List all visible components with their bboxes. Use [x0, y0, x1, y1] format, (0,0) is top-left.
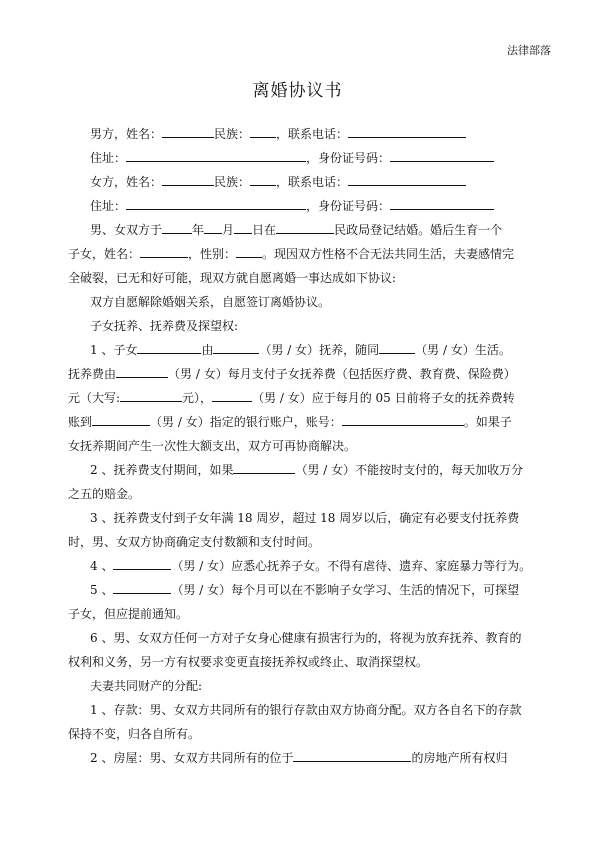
- clause-4-number: 4 、: [90, 559, 114, 573]
- header-source: 法律部落: [507, 44, 551, 57]
- clause-1-account-label: 账到: [68, 415, 93, 429]
- label-female-id: ，身份证号码：: [306, 199, 391, 213]
- male-address-field[interactable]: [126, 150, 306, 162]
- male-phone-field[interactable]: [348, 126, 466, 138]
- female-name-field[interactable]: [162, 174, 214, 186]
- recipient-field[interactable]: [92, 414, 150, 426]
- clause-1-custody: （男 / 女）抚养，随同: [259, 343, 380, 357]
- property-2-suffix: 的房地产所有权归: [411, 751, 508, 765]
- clause-3-line-2: 时，男、女双方协商确定支付数额和支付时间。: [68, 535, 321, 549]
- clause-6-line-2: 权利和义务，另一方有权要求变更直接抚养权或终止、取消探望权。: [68, 655, 429, 669]
- clause-1-account-text: （男 / 女）指定的银行账户，账号：: [150, 415, 342, 429]
- property-location-field[interactable]: [293, 750, 411, 762]
- visitor-field[interactable]: [113, 582, 171, 594]
- amount-words-field[interactable]: [120, 390, 182, 402]
- marriage-text: 男、女双方于: [90, 223, 163, 237]
- female-info-line: [90, 174, 528, 190]
- clause-1-line-1: [90, 342, 528, 358]
- label-female-phone: ，联系电话：: [276, 175, 349, 189]
- bureau-text: 民政局登记结婚。婚后生育一个: [334, 223, 503, 237]
- clause-1-live: （男 / 女）生活。: [415, 343, 511, 357]
- child-name-field[interactable]: [140, 246, 188, 258]
- clause-5-line-1: [90, 582, 528, 598]
- clause-1-line-3: [68, 390, 528, 406]
- page-title: 离婚协议书: [252, 81, 343, 101]
- marriage-line-2: [68, 246, 528, 262]
- clause-2-penalty: （男 / 女）不能按时支付的，每天加收万分: [295, 463, 524, 477]
- transfer-party-field[interactable]: [212, 390, 252, 402]
- marriage-reason: 。现因双方性格不合无法共同生活，夫妻感情完: [262, 247, 515, 261]
- clause-1-line-5: 女抚养期间产生一次性大额支出，双方可再协商解决。: [68, 439, 357, 453]
- clause-5-line-2: 子女，但应提前通知。: [68, 607, 189, 621]
- clause-4-text: （男 / 女）应悉心抚养子女。不得有虐待、遗弃、家庭暴力等行为。: [171, 559, 532, 573]
- day-label: 日在: [252, 223, 277, 237]
- clause-4-line-1: [90, 558, 532, 574]
- male-address-line: [90, 150, 528, 166]
- custodian-field[interactable]: [213, 342, 259, 354]
- female-phone-field[interactable]: [348, 174, 466, 186]
- clause-2-line-1: [90, 462, 528, 478]
- label-female-ethnicity: 民族：: [214, 175, 251, 189]
- section-child: 子女抚养、抚养费及探望权:: [90, 319, 239, 333]
- carer-field[interactable]: [113, 558, 171, 570]
- clause-1-amount-suffix: 元），: [182, 391, 213, 405]
- male-info-line: [90, 126, 528, 142]
- label-male-name: 男方，姓名：: [90, 127, 163, 141]
- clause-2-line-2: 之五的赔金。: [68, 487, 141, 501]
- clause-1-account-suffix: 。如果子: [463, 415, 512, 429]
- clause-2-text: 2 、抚养费支付期间，如果: [90, 463, 234, 477]
- clause-1-line-2: [68, 366, 528, 382]
- label-female-name: 女方，姓名：: [90, 175, 163, 189]
- clause-6-line-1: 6 、男、女双方任何一方对子女身心健康有损害行为的，将视为放弃抚养、教育的: [90, 631, 522, 645]
- marriage-line-3: 全破裂，已无和好可能，现双方就自愿离婚一事达成如下协议:: [68, 271, 397, 285]
- property-1-line-1: 1 、存款：男、女双方共同所有的银行存款由双方协商分配。双方各自名下的存款: [90, 703, 522, 717]
- label-address: 住址：: [90, 151, 127, 165]
- clause-1-payer-label: 抚养费由: [68, 367, 117, 381]
- clause-5-number: 5 、: [90, 583, 114, 597]
- year-field[interactable]: [162, 222, 192, 234]
- child-gender-field[interactable]: [236, 246, 262, 258]
- property-2-line-1: [90, 750, 528, 766]
- label-ethnicity: 民族：: [214, 127, 251, 141]
- female-ethnicity-field[interactable]: [250, 174, 276, 186]
- day-field[interactable]: [234, 222, 252, 234]
- agreement-text: 双方自愿解除婚姻关系，自愿签订离婚协议。: [90, 295, 331, 309]
- female-address-line: [90, 198, 528, 214]
- live-with-field[interactable]: [379, 342, 415, 354]
- clause-1-fee-text: （男 / 女）每月支付子女抚养费（包括医疗费、教育费、保险费）: [168, 367, 516, 381]
- child-name-label: 子女，姓名：: [68, 247, 141, 261]
- marriage-line-1: [90, 222, 528, 238]
- female-id-field[interactable]: [390, 198, 494, 210]
- section-property: 夫妻共同财产的分配:: [90, 679, 203, 693]
- gender-label: ，性别：: [188, 247, 237, 261]
- payer-field[interactable]: [116, 366, 168, 378]
- female-address-field[interactable]: [126, 198, 306, 210]
- property-1-line-2: 保持不变，归各自所有。: [68, 727, 201, 741]
- label-phone: ，联系电话：: [276, 127, 349, 141]
- late-payer-field[interactable]: [233, 462, 295, 474]
- year-label: 年: [192, 223, 205, 237]
- clause-1-line-4: [68, 414, 528, 430]
- clause-1-text: 1 、子女: [90, 343, 138, 357]
- child-field[interactable]: [137, 342, 201, 354]
- clause-5-text: （男 / 女）每个月可以在不影响子女学习、生活的情况下，可探望: [171, 583, 520, 597]
- male-name-field[interactable]: [162, 126, 214, 138]
- property-2-text: 2 、房屋：男、女双方共同所有的位于: [90, 751, 294, 765]
- month-field[interactable]: [204, 222, 222, 234]
- male-ethnicity-field[interactable]: [250, 126, 276, 138]
- bureau-field[interactable]: [276, 222, 334, 234]
- month-label: 月: [222, 223, 235, 237]
- account-number-field[interactable]: [342, 414, 464, 426]
- clause-1-by: 由: [201, 343, 214, 357]
- male-id-field[interactable]: [390, 150, 494, 162]
- clause-3-line-1: 3 、抚养费支付到子女年满 18 周岁，超过 18 周岁以后，确定有必要支付抚养费: [90, 511, 520, 525]
- label-id: ，身份证号码：: [306, 151, 391, 165]
- label-female-address: 住址：: [90, 199, 127, 213]
- clause-1-transfer-text: （男 / 女）应于每月的 05 日前将子女的抚养费转: [252, 391, 515, 405]
- clause-1-amount-label: 元（大写:: [68, 391, 121, 405]
